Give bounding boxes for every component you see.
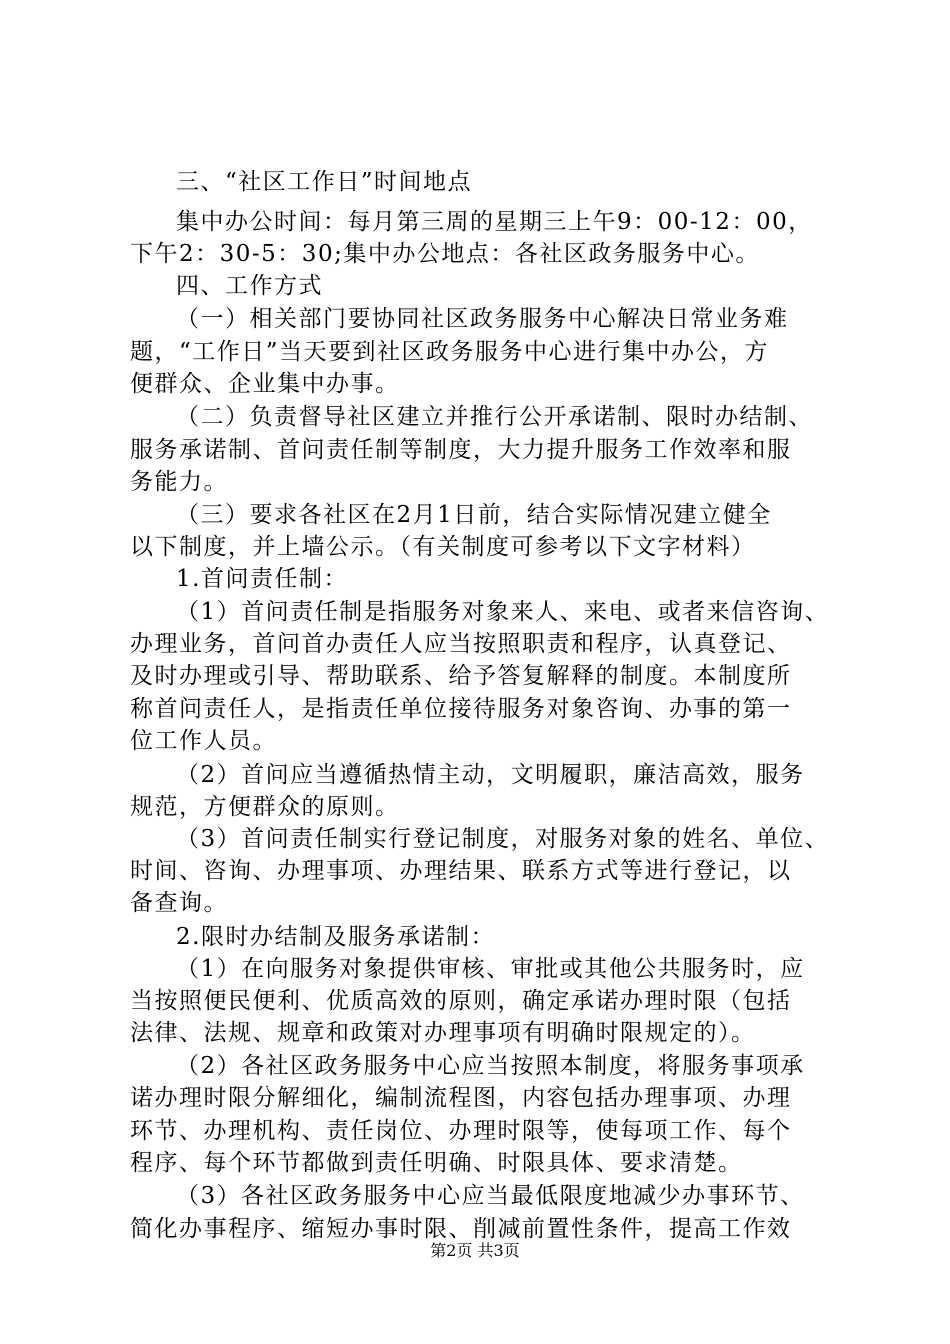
text-line: （3）首问责任制实行登记制度，对服务对象的姓名、单位、 [176,826,830,852]
text-line: （三）要求各社区在2月1日前，结合实际情况建立健全 [176,502,772,528]
text-line: （2）首问应当遵循热情主动，文明履职，廉洁高效，服务 [176,762,805,788]
text-line: 位工作人员。 [130,728,277,754]
text-line: 简化办事程序、缩短办事时限、削减前置性条件，提高工作效 [130,1216,792,1242]
text-line: 法律、法规、规章和政策对办理事项有明确时限规定的）。 [130,1020,756,1046]
text-line: 程序、每个环节都做到责任明确、时限具体、要求清楚。 [130,1150,743,1176]
text-line: 当按照便民便利、优质高效的原则，确定承诺办理时限（包括 [130,988,792,1014]
section-heading: 四、工作方式 [176,273,323,299]
text-line: （一）相关部门要协同社区政务服务中心解决日常业务难 [176,306,789,332]
text-line: （3）各社区政务服务中心应当最低限度地减少办事环节、 [176,1183,805,1209]
text-line: 环节、办理机构、责任岗位、办理时限等，使每项工作、每个 [130,1118,792,1144]
text-line: 办理业务，首问首办责任人应当按照职责和程序，认真登记、 [130,631,792,657]
page-number-footer: 第2页 共3页 [430,1241,520,1260]
text-line: 及时办理或引导、帮助联系、给予答复解释的制度。本制度所 [130,663,792,689]
text-line: 诺办理时限分解细化，编制流程图，内容包括办理事项、办理 [130,1085,792,1111]
text-line: （1）首问责任制是指服务对象来人、来电、或者来信咨询、 [176,599,830,625]
text-line: 以下制度，并上墙公示。（有关制度可参考以下文字材料） [130,534,756,560]
text-line: 题，“工作日”当天要到社区政务服务中心进行集中办公，方 [130,339,770,365]
text-line: 时间、咨询、办理事项、办理结果、联系方式等进行登记，以 [130,858,792,884]
text-line: 下午2：30-5：30;集中办公地点：各社区政务服务中心。 [130,241,760,267]
subsection-heading: 1.首问责任制： [176,566,348,592]
text-line: （2）各社区政务服务中心应当按照本制度，将服务事项承 [176,1053,805,1079]
text-line: 备查询。 [130,890,228,916]
text-line: 集中办公时间：每月第三周的星期三上午9：00-12：00， [176,209,813,235]
subsection-heading: 2.限时办结制及服务承诺制： [176,924,495,950]
text-line: （1）在向服务对象提供审核、审批或其他公共服务时，应 [176,956,805,982]
text-line: 便群众、企业集中办事。 [130,371,400,397]
text-line: 规范，方便群众的原则。 [130,794,400,820]
text-line: 服务承诺制、首问责任制等制度，大力提升服务工作效率和服 [130,437,792,463]
text-line: 务能力。 [130,469,228,495]
text-line: （二）负责督导社区建立并推行公开承诺制、限时办结制、 [176,404,813,430]
text-line: 称首问责任人，是指责任单位接待服务对象咨询、办事的第一 [130,696,792,722]
section-heading: 三、“社区工作日”时间地点 [176,169,473,195]
